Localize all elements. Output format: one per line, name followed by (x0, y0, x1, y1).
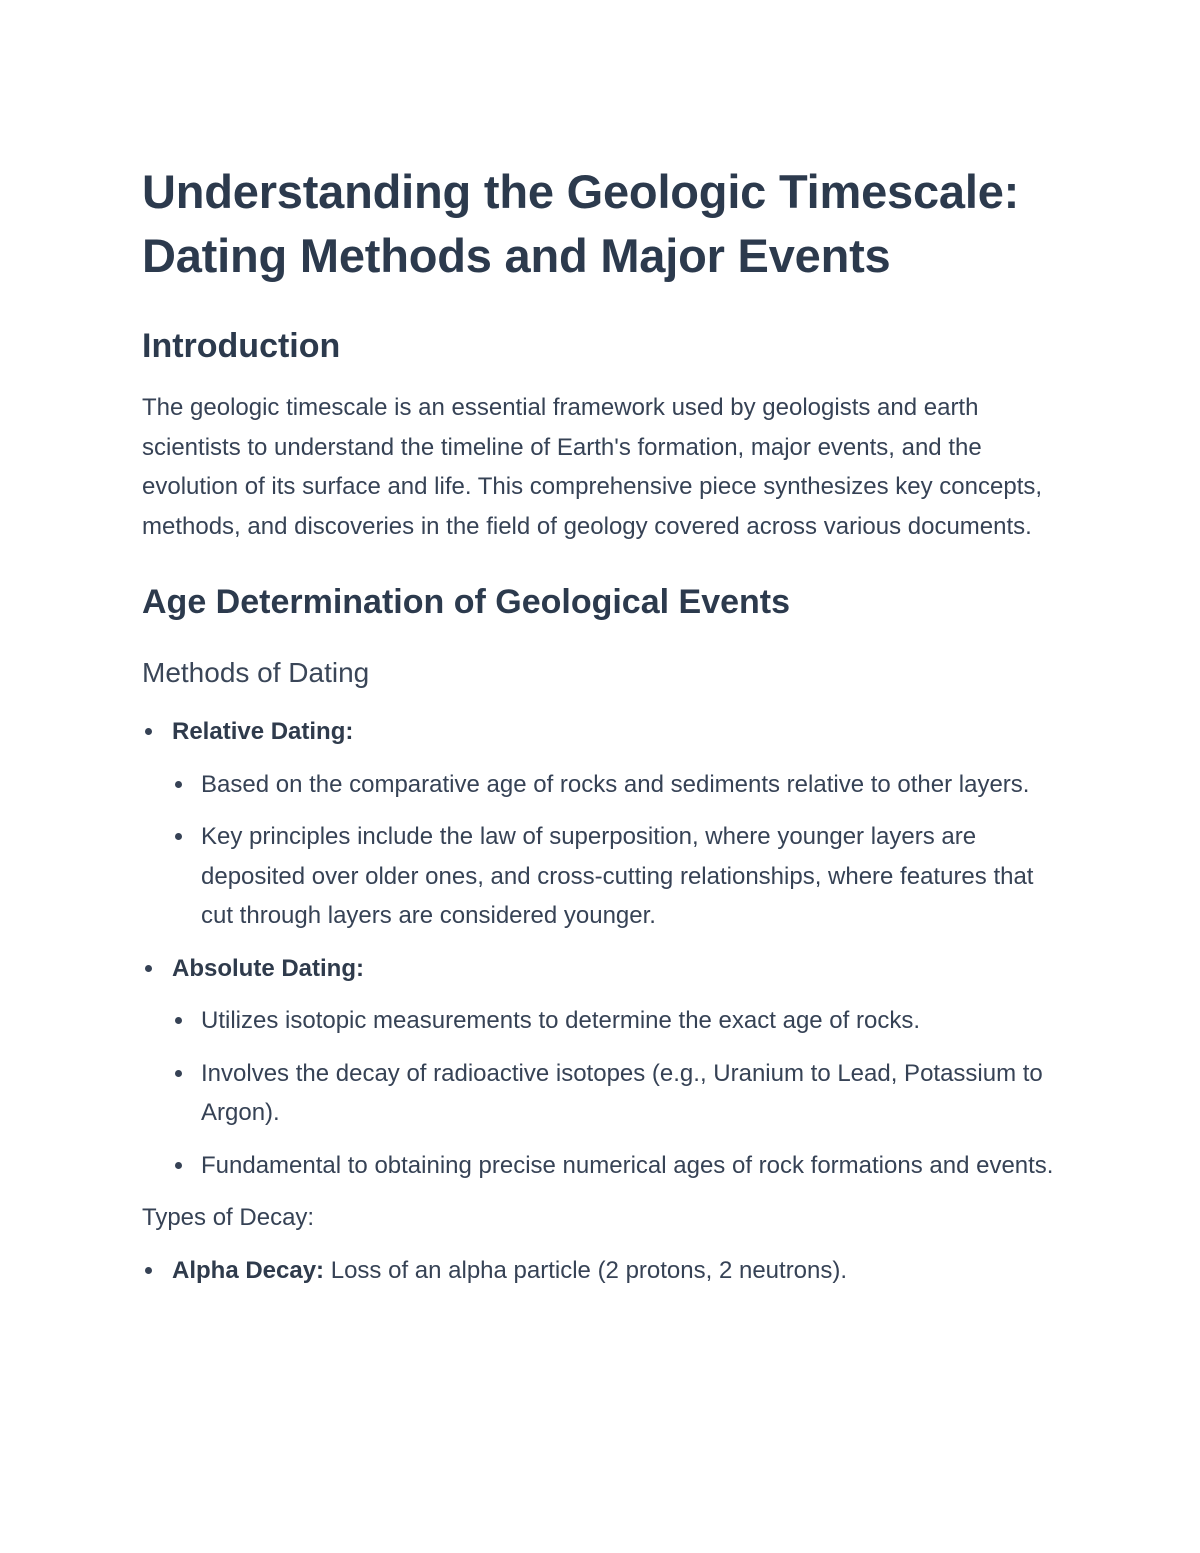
absolute-dating-point: Involves the decay of radioactive isotopes (e.g., Uranium to Lead, Potassium to Argon). (201, 1059, 1043, 1126)
bullet-icon (145, 1267, 152, 1274)
bullet-icon (145, 965, 152, 972)
relative-dating-title: Relative Dating: (172, 718, 354, 745)
list-item (172, 1001, 1062, 1041)
dating-methods-list (142, 712, 1062, 1185)
absolute-dating-title: Absolute Dating: (172, 954, 364, 982)
absolute-dating-point: Fundamental to obtaining precise numerical ages of rock formations and events. (201, 1151, 1054, 1179)
bullet-icon (145, 728, 152, 735)
absolute-dating-points (172, 1001, 1062, 1185)
alpha-decay-text: Loss of an alpha particle (2 protons, 2 neutrons). (324, 1256, 848, 1284)
bullet-icon (175, 1017, 182, 1024)
document-title: Understanding the Geologic Timescale: Dating Methods and Major Events (142, 165, 1020, 282)
introduction-paragraph: The geologic timescale is an essential framework used by geologists and earth scientists to understand the timeline of Earth's formation, major events, and the evolution of its surface and life. This comprehensive piece synthesizes key concepts, methods, and discoveries in the field of geology covered across various documents. (142, 394, 1043, 540)
age-determination-heading: Age Determination of Geological Events (142, 583, 791, 621)
bullet-icon (175, 1162, 182, 1169)
bullet-icon (175, 781, 182, 788)
list-item (172, 1054, 1062, 1133)
list-item (172, 817, 1062, 936)
relative-dating-point: Based on the comparative age of rocks and sediments relative to other layers. (201, 770, 1030, 798)
alpha-decay-title: Alpha Decay: (172, 1256, 325, 1284)
absolute-dating-point: Utilizes isotopic measurements to determine the exact age of rocks. (201, 1007, 920, 1034)
types-of-decay-label: Types of Decay: (142, 1204, 315, 1231)
document-page (142, 160, 1062, 1290)
introduction-heading: Introduction (142, 327, 341, 365)
list-item (172, 1146, 1062, 1186)
methods-of-dating-heading: Methods of Dating (142, 657, 370, 688)
decay-types-list (142, 1251, 1062, 1291)
relative-dating-point: Key principles include the law of superposition, where younger layers are deposited over older ones, and cross-cutting relationships, where features that cut through layers are considered younger. (201, 823, 1034, 929)
bullet-icon (175, 833, 182, 840)
list-item-relative-dating (142, 712, 1062, 936)
bullet-icon (175, 1070, 182, 1077)
relative-dating-points (172, 765, 1062, 936)
list-item (172, 765, 1062, 805)
list-item-alpha-decay (142, 1251, 1062, 1291)
list-item-absolute-dating (142, 949, 1062, 1186)
